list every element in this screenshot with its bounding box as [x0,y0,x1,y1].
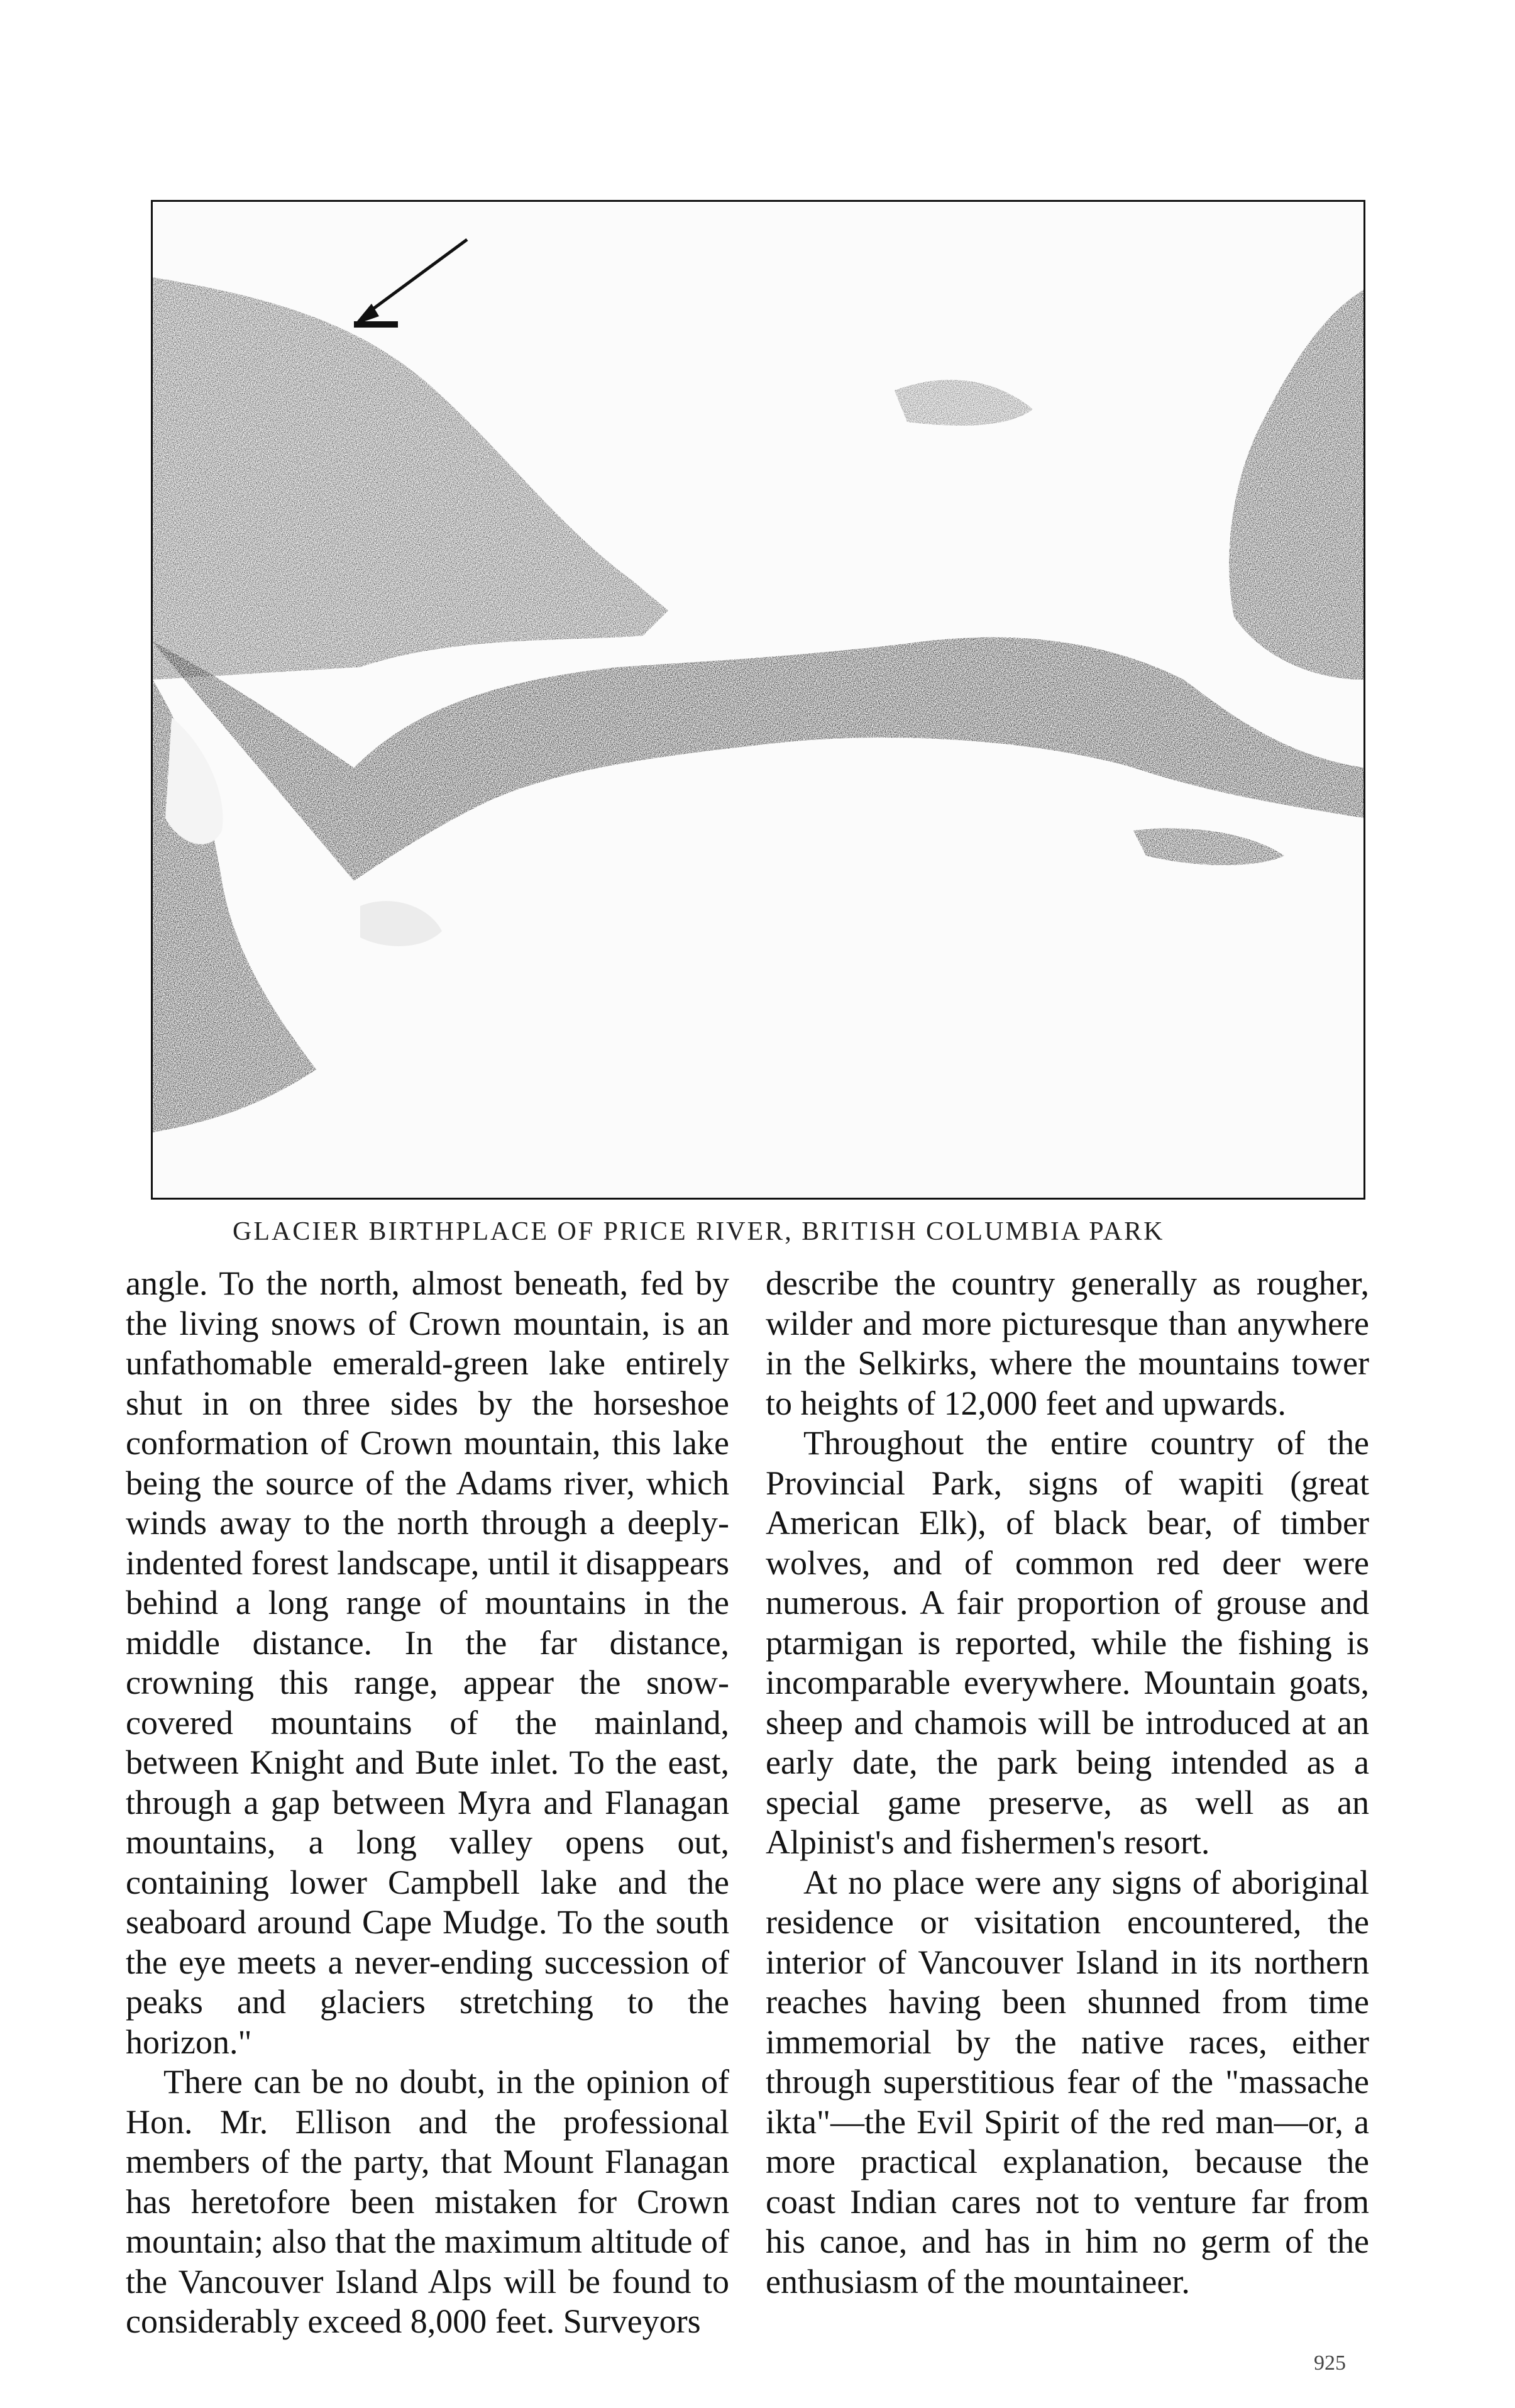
figure-caption: GLACIER BIRTHPLACE OF PRICE RIVER, BRITISH COLUMBIA PARK [233,1217,1165,1246]
paragraph: angle. To the north, almost beneath, fed by the living snows of Crown mountain, is an unfathomable emerald-green lake entirely shut in on three sides by the horseshoe conformation of Crown mountain, this lake being the source of the Adams river, which winds away to the north through a deeply-indented forest landscape, until it disappears behind a long range of mountains in the middle distance. In the far distance, crowning this range, appear the snow-covered mountains of the mainland, between Knight and Bute inlet. To the east, through a gap between Myra and Flanagan mountains, a long valley opens out, containing lower Campbell lake and the seaboard around Cape Mudge. To the south the eye meets a never-ending succession of peaks and glaciers stretching to the horizon." [126,1264,729,2061]
paragraph: describe the country generally as rougher, wilder and more picturesque than anywhere in the Selkirks, where the mountains tower to heights of 12,000 feet and upwards. [766,1264,1369,1422]
paragraph: There can be no doubt, in the opinion of Hon. Mr. Ellison and the professional members of the party, that Mount Flanagan has heretofore been mistaken for Crown mountain; also that the maximum altitude of the Vancouver Island Alps will be found to considerably exceed 8,000 feet. Surveyors [126,2063,729,2340]
paragraph: Throughout the entire country of the Provincial Park, signs of wapiti (great American Elk), of black bear, of timber wolves, and of common red deer were numerous. A fair proportion of grouse and ptarmigan is reported, while the fishing is incomparable everywhere. Mountain goats, sheep and chamois will be introduced at an early date, the park being intended as a special game preserve, as well as an Alpinist's and fishermen's resort. [766,1424,1369,1861]
left-text-column [126,1264,729,2342]
paragraph: At no place were any signs of aboriginal residence or visitation encountered, the interior of Vancouver Island in its northern reaches having been shunned from time immemorial by the native races, either through superstitious fear of the "massache ikta"—the Evil Spirit of the red man—or, a more practical explanation, because the coast Indian cares not to venture far from his canoe, and has in him no germ of the enthusiasm of the mountaineer. [766,1863,1369,2300]
page-number: 925 [1314,2351,1346,2375]
right-text-column [766,1264,1369,2302]
glacier-photograph [151,200,1365,1200]
